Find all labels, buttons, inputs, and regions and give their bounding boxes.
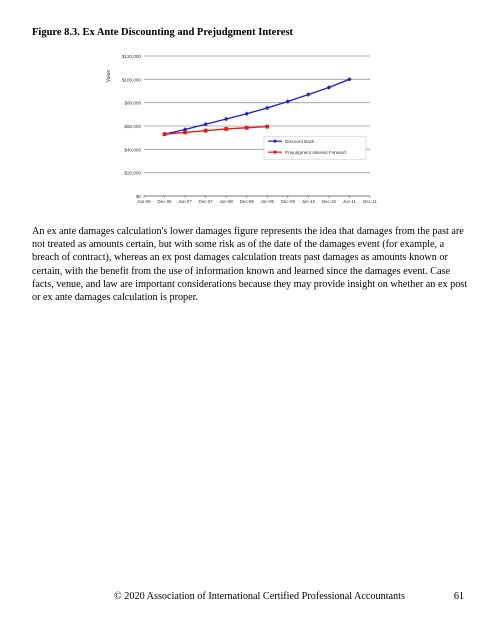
page-number: 61 xyxy=(453,591,464,602)
data-point-discount-back xyxy=(224,117,228,121)
legend-marker xyxy=(274,151,277,154)
x-tick-label: Dec-10 xyxy=(321,199,336,204)
x-tick-label: Dec-09 xyxy=(280,199,295,204)
legend-box xyxy=(264,136,366,159)
y-tick-label: $60,000 xyxy=(124,124,141,129)
legend-label: Discount Back xyxy=(285,138,315,144)
data-point-discount-back xyxy=(327,85,331,89)
x-tick-label: Dec-08 xyxy=(239,199,254,204)
copyright-notice: © 2020 Association of International Certified Professional Accountants xyxy=(114,591,405,602)
y-tick-label: $20,000 xyxy=(124,170,141,176)
y-tick-label: $80,000 xyxy=(124,100,141,106)
y-tick-label: $0 xyxy=(135,194,141,199)
x-tick-label: Dec-11 xyxy=(363,199,377,204)
x-tick-label: Dec-06 xyxy=(157,199,172,204)
y-tick-label: $120,000 xyxy=(121,54,141,59)
y-tick-label: $40,000 xyxy=(124,147,141,153)
data-point-prejudgment-interest xyxy=(163,132,167,136)
body-paragraph: An ex ante damages calculation's lower damages figure represents the idea that damages from the past are not treated as amounts certain, but with some risk as of the date of the damages event (for example, a breach of contract), whereas an ex post damages calculation treats past damages as amounts known or certain, with the benefit from the use of information known and learned since the damages event. Case facts, venue, and law are important considerations because they may provide insight on whether an ex post or ex ante damages calculation is proper. xyxy=(32,226,468,304)
y-axis-label: Value xyxy=(106,69,112,83)
x-tick-label: Jun-07 xyxy=(178,199,192,204)
x-tick-label: Jun-11 xyxy=(342,199,357,204)
x-tick-label: Jun-09 xyxy=(260,199,274,204)
data-point-discount-back xyxy=(265,106,269,110)
data-point-discount-back xyxy=(347,77,351,81)
chart-canvas xyxy=(100,50,400,210)
y-tick-label: $100,000 xyxy=(121,77,141,83)
x-tick-label: Dec-07 xyxy=(198,199,213,204)
line-chart xyxy=(100,50,400,210)
data-point-prejudgment-interest xyxy=(265,125,269,129)
legend-label: Prejudgment Interest Forward xyxy=(285,149,346,155)
data-point-discount-back xyxy=(306,92,310,96)
data-point-discount-back xyxy=(245,112,249,116)
x-tick-label: Jun-08 xyxy=(219,199,233,204)
data-point-prejudgment-interest xyxy=(183,131,187,135)
figure-title: Figure 8.3. Ex Ante Discounting and Prejudgment Interest xyxy=(32,27,294,38)
x-tick-label: Jun-10 xyxy=(301,199,316,204)
x-tick-label: Jun-06 xyxy=(137,199,151,204)
data-point-prejudgment-interest xyxy=(224,127,228,131)
data-point-prejudgment-interest xyxy=(204,129,208,133)
data-point-prejudgment-interest xyxy=(245,126,249,130)
